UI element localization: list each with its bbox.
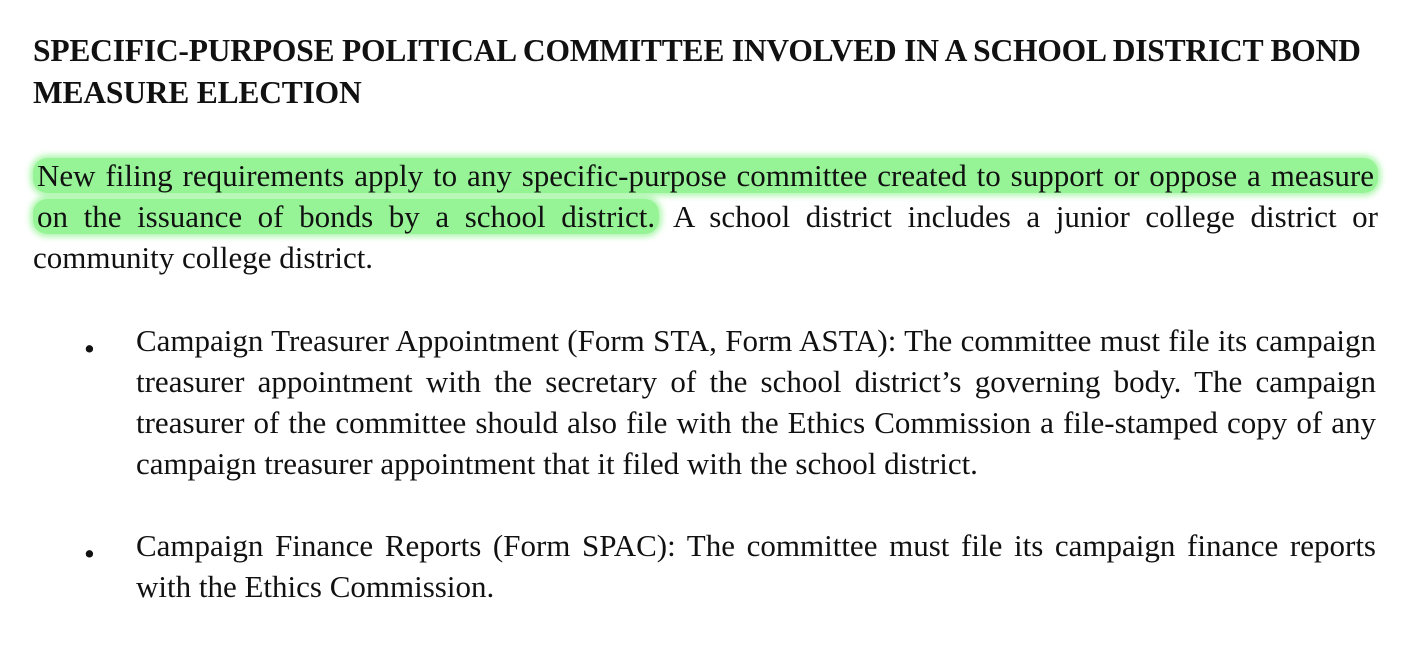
- treasurer-appointment-text: Campaign Treasurer Appointment (Form STA, Form ASTA): The committee must file its campaign treasurer appointment with the secretary of the school district’s governing body. The campaign treasurer of the committee should also file with the Ethics Commission a file-stamped copy of any campaign treasurer appointment that it filed with the school district.: [136, 323, 1376, 481]
- bullet-icon: •: [84, 536, 95, 571]
- intro-paragraph: [33, 155, 1378, 278]
- intro-text: A school district includes a junior college district or community college district.: [33, 199, 1378, 275]
- finance-reports-text: Campaign Finance Reports (Form SPAC): The committee must file its campaign finance reports with the Ethics Commission.: [136, 528, 1376, 604]
- list-item: [0, 525, 1424, 607]
- list-item: [0, 320, 1424, 484]
- highlighted-text: New filing requirements apply to any specific-purpose committee created to support or oppose a measure on the issuance of bonds by a school district.: [33, 158, 1378, 234]
- bullet-icon: •: [84, 331, 95, 366]
- requirements-list: [0, 320, 1424, 648]
- section-heading: SPECIFIC-PURPOSE POLITICAL COMMITTEE INVOLVED IN A SCHOOL DISTRICT BOND MEASURE ELECTION: [33, 33, 1361, 110]
